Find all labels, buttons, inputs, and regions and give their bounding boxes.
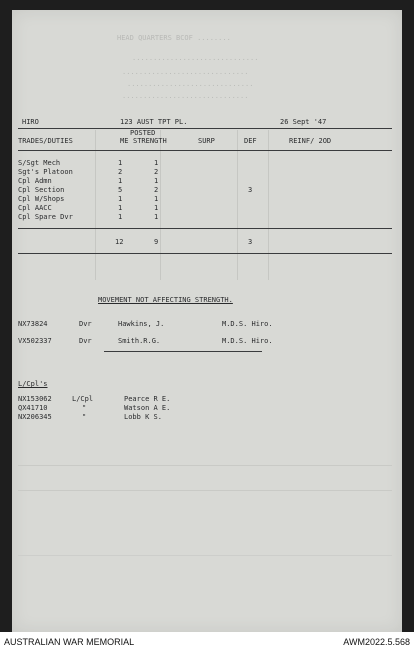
document-page [12, 10, 402, 632]
column-header-rule [18, 150, 392, 151]
me-cell: 1 [118, 195, 123, 203]
column-trades: TRADES/DUTIES [18, 137, 73, 145]
me-cell: 5 [118, 186, 123, 194]
faint-line: .............................. [132, 54, 259, 62]
posted-cell: 1 [154, 213, 159, 221]
trade-cell: Cpl AACC [18, 204, 52, 212]
movement-rule [104, 351, 262, 352]
column-def: DEF [244, 137, 257, 145]
lcpl-rank: L/Cpl [72, 395, 94, 403]
faint-rule [18, 490, 392, 491]
movement-name: Smith.R.G. [118, 337, 161, 345]
posted-cell: 1 [154, 177, 159, 185]
def-cell: 3 [248, 186, 253, 194]
footer-right: AWM2022.5.568 [343, 637, 410, 647]
me-cell: 1 [118, 159, 123, 167]
movement-rank: Dvr [79, 337, 92, 345]
trade-cell: S/Sgt Mech [18, 159, 61, 167]
faint-line: .............................. [122, 68, 249, 76]
footer-left: AUSTRALIAN WAR MEMORIAL [4, 637, 135, 647]
trade-cell: Cpl Section [18, 186, 65, 194]
lcpl-name: Watson A E. [124, 404, 171, 412]
column-strength: STRENGTH [133, 137, 167, 145]
me-cell: 1 [118, 204, 123, 212]
faint-line: HEAD QUARTERS BCOF ........ [117, 34, 231, 42]
lcpl-rank: " [82, 413, 87, 421]
column-rule [160, 130, 161, 280]
column-reinf: REINF/ 2OD [289, 137, 332, 145]
column-rule [237, 130, 238, 280]
lcpl-title: L/Cpl's [18, 380, 48, 388]
column-posted-top: POSTED [130, 129, 156, 137]
posted-cell: 2 [154, 168, 159, 176]
lcpl-name: Lobb K S. [124, 413, 162, 421]
movement-rank: Dvr [79, 320, 92, 328]
total-def: 3 [248, 238, 253, 246]
total-me: 12 [115, 238, 124, 246]
location: HIRO [22, 118, 39, 126]
faint-rule [18, 555, 392, 556]
movement-title: MOVEMENT NOT AFFECTING STRENGTH. [98, 296, 233, 304]
lcpl-name: Pearce R E. [124, 395, 171, 403]
total-posted: 9 [154, 238, 159, 246]
trade-cell: Sgt's Platoon [18, 168, 73, 176]
posted-cell: 1 [154, 195, 159, 203]
me-cell: 1 [118, 177, 123, 185]
lcpl-number: QX41710 [18, 404, 48, 412]
movement-number: NX73824 [18, 320, 48, 328]
faint-line: .............................. [122, 92, 249, 100]
faint-line: .............................. [127, 80, 254, 88]
totals-top-rule [18, 228, 392, 229]
header-rule [18, 128, 392, 129]
lcpl-number: NX206345 [18, 413, 52, 421]
movement-name: Hawkins, J. [118, 320, 165, 328]
totals-bottom-rule [18, 253, 392, 254]
column-rule [95, 130, 96, 280]
column-surp: SURP [198, 137, 215, 145]
faint-rule [18, 465, 392, 466]
me-cell: 1 [118, 213, 123, 221]
lcpl-rank: " [82, 404, 87, 412]
column-rule [268, 130, 269, 280]
archive-footer [0, 632, 414, 653]
movement-number: VX502337 [18, 337, 52, 345]
column-me: ME [120, 137, 129, 145]
movement-dest: M.D.S. Hiro. [222, 320, 273, 328]
posted-cell: 1 [154, 159, 159, 167]
trade-cell: Cpl Spare Dvr [18, 213, 73, 221]
me-cell: 2 [118, 168, 123, 176]
trade-cell: Cpl W/Shops [18, 195, 65, 203]
posted-cell: 1 [154, 204, 159, 212]
trade-cell: Cpl Admn [18, 177, 52, 185]
movement-dest: M.D.S. Hiro. [222, 337, 273, 345]
posted-cell: 2 [154, 186, 159, 194]
lcpl-number: NX153062 [18, 395, 52, 403]
unit-name: 123 AUST TPT PL. [120, 118, 188, 126]
date: 26 Sept '47 [280, 118, 327, 126]
